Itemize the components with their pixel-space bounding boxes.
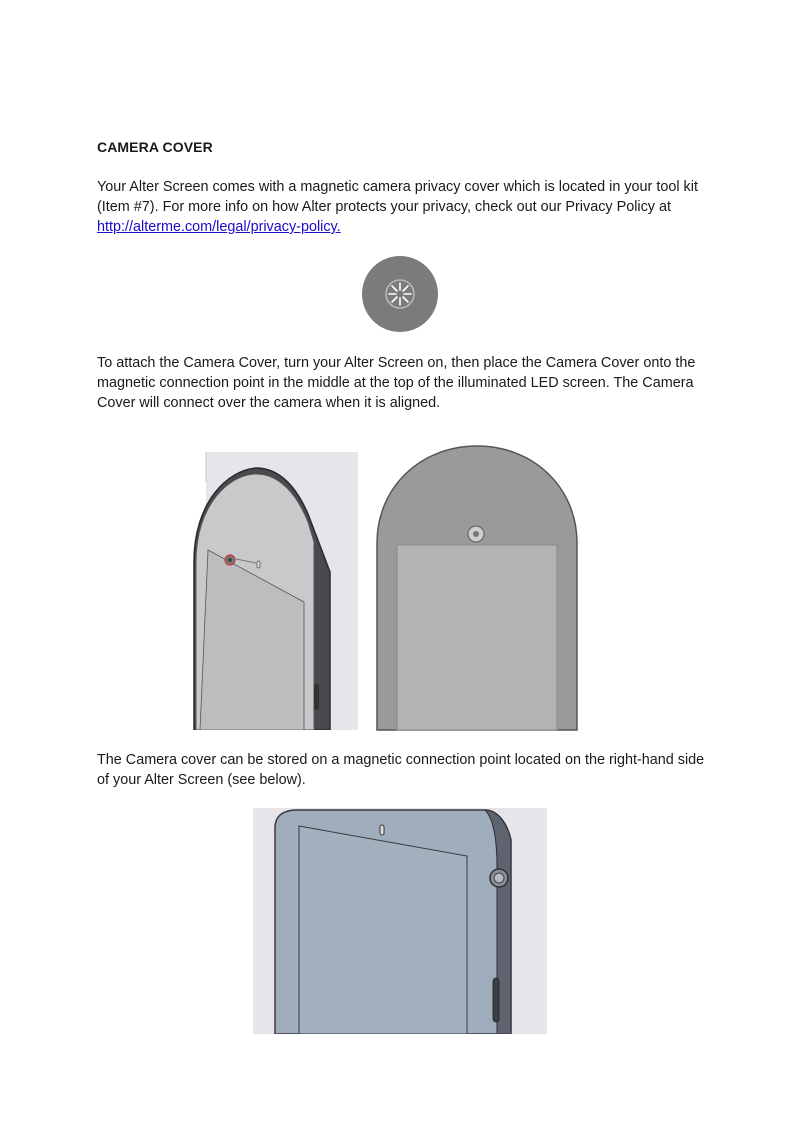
storage-instructions: The Camera cover can be stored on a magnetic connection point located on the right-hand side of your Alter Screen (see below). — [97, 752, 705, 788]
attach-instructions: To attach the Camera Cover, turn your Alter Screen on, then place the Camera Cover onto the magnetic connection point in the middle at the top of the illuminated LED screen. The Camera Cover will connect over the camera when it is aligned. — [97, 355, 696, 411]
intro-text: Your Alter Screen comes with a magnetic camera privacy cover which is located in your tool kit (Item #7). For more info on how Alter protects your privacy, check out our Privacy Policy at — [97, 179, 698, 215]
camera-cover-image — [360, 254, 440, 334]
device-angled-image — [158, 452, 358, 730]
side-slot-2 — [493, 978, 499, 1022]
device-front-image — [374, 443, 580, 731]
device-side-image — [253, 808, 547, 1034]
device-front-screen — [397, 545, 557, 730]
camera-icon — [257, 561, 260, 568]
privacy-policy-link[interactable]: http://alterme.com/legal/privacy-policy. — [97, 219, 341, 235]
cover-disc — [362, 256, 438, 332]
section-heading: CAMERA COVER — [97, 139, 213, 155]
side-slot — [314, 684, 319, 710]
camera-icon-2 — [380, 825, 384, 835]
device-side-screen — [299, 826, 467, 1034]
intro-paragraph — [97, 177, 712, 237]
